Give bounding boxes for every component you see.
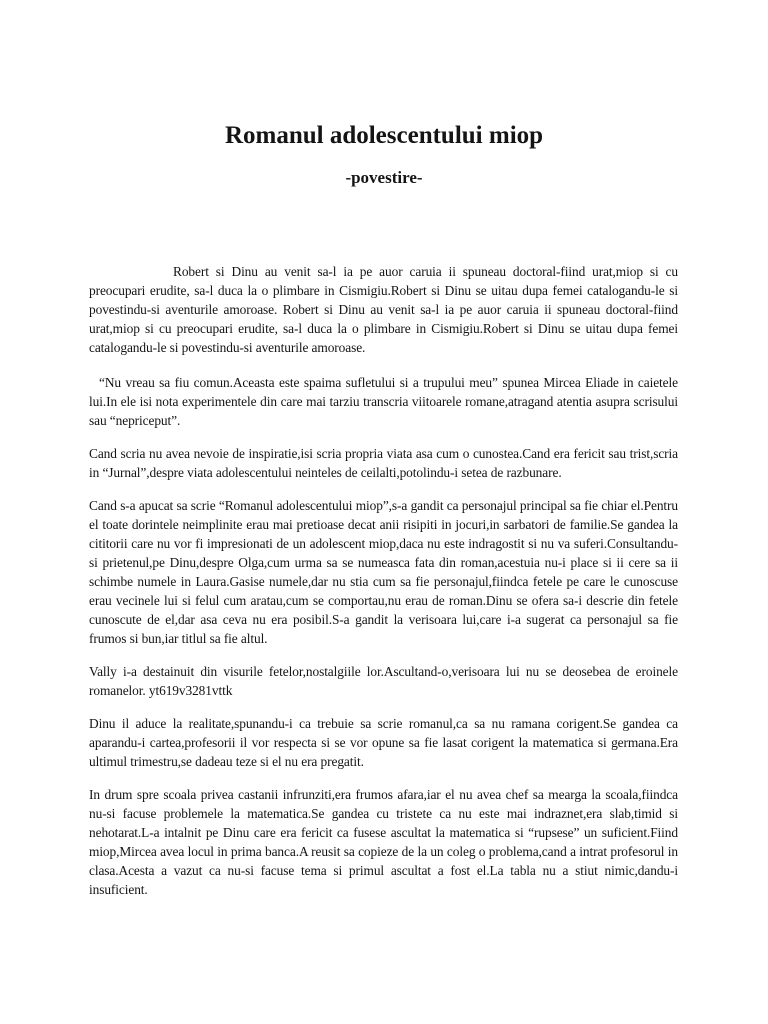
document-body (89, 262, 678, 913)
paragraph: In drum spre scoala privea castanii infrunziti,era frumos afara,iar el nu avea chef sa mearga la scoala,fiindca nu-si facuse problemele la matematica.Se gandea cu tristete ca nu este mai indraznet,era slab,timid si nehotarat.L-a intalnit pe Dinu care era fericit ca fusese ascultat la matematica si “rupsese” un suficient.Fiind miop,Mircea avea locul in prima banca.A reusit sa copieze de la un coleg o problema,cand a intrat profesorul in clasa.Acesta a vazut ca nu-si facuse tema si primul ascultat a fost el.La tabla nu a stiut nimic,dandu-i insuficient. (89, 787, 678, 897)
paragraph: Robert si Dinu au venit sa-l ia pe auor caruia ii spuneau doctoral-fiind urat,miop si cu preocupari erudite, sa-l duca la o plimbare in Cismigiu.Robert si Dinu se uitau dupa femei catalogandu-le si povestindu-si aventurile amoroase. Robert si Dinu au venit sa-l ia pe auor caruia ii spuneau doctoral-fiind urat,miop si cu preocupari erudite, sa-l duca la o plimbare in Cismigiu.Robert si Dinu se uitau dupa femei catalogandu-le si povestindu-si aventurile amoroase. (89, 264, 678, 355)
paragraph: Cand scria nu avea nevoie de inspiratie,isi scria propria viata asa cum o cunostea.Cand era fericit sau trist,scria in “Jurnal”,despre viata adolescentului neinteles de ceilalti,potolindu-i setea de razbunare. (89, 446, 678, 480)
document-title: Romanul adolescentului miop (224, 122, 544, 149)
document-subtitle: -povestire- (345, 168, 423, 187)
paragraph: Vally i-a destainuit din visurile fetelor,nostalgiile lor.Ascultand-o,verisoara lui nu se deosebea de eroinele romanelor. yt619v3281vttk (89, 664, 678, 698)
paragraph: Dinu il aduce la realitate,spunandu-i ca trebuie sa scrie romanul,ca sa nu ramana corigent.Se gandea ca aparandu-i cartea,profesorii il vor respecta si se vor opune sa fie lasat corigent la matematica si germana.Era ultimul trimestru,se dadeau teze si el nu era pregatit. (89, 716, 678, 769)
paragraph: “Nu vreau sa fiu comun.Aceasta este spaima sufletului si a trupului meu” spunea Mircea Eliade in caietele lui.In ele isi nota experimentele din care mai tarziu transcria viitoarele romane,atragand atentia asupra scrisului sau “nepriceput”. (89, 375, 678, 428)
paragraph: Cand s-a apucat sa scrie “Romanul adolescentului miop”,s-a gandit ca personajul principal sa fie chiar el.Pentru el toate dorintele neimplinite erau mai pretioase decat anii risipiti in jocuri,in sarbatori de familie.Se gandea la cititorii care nu vor fi impresionati de un adolescent miop,daca nu este indragostit si nu va suferi.Consultandu-si prietenul,pe Dinu,despre Olga,cum urma sa se numeasca fata din roman,acestuia nu-i place si ii cere sa ii schimbe numele in Laura.Gasise numele,dar nu stia cum sa fie personajul,fiindca fetele pe care le cunoscuse erau vecinele lui si felul cum aratau,cum se comportau,nu erau de roman.Dinu se ofera sa-i descrie din fetele cunoscute de el,dar asa ceva nu era posibil.S-a gandit la verisoara lui,care i-a sugerat ca personajul sa fie frumos si bun,iar titlul sa fie altul. (89, 498, 678, 646)
